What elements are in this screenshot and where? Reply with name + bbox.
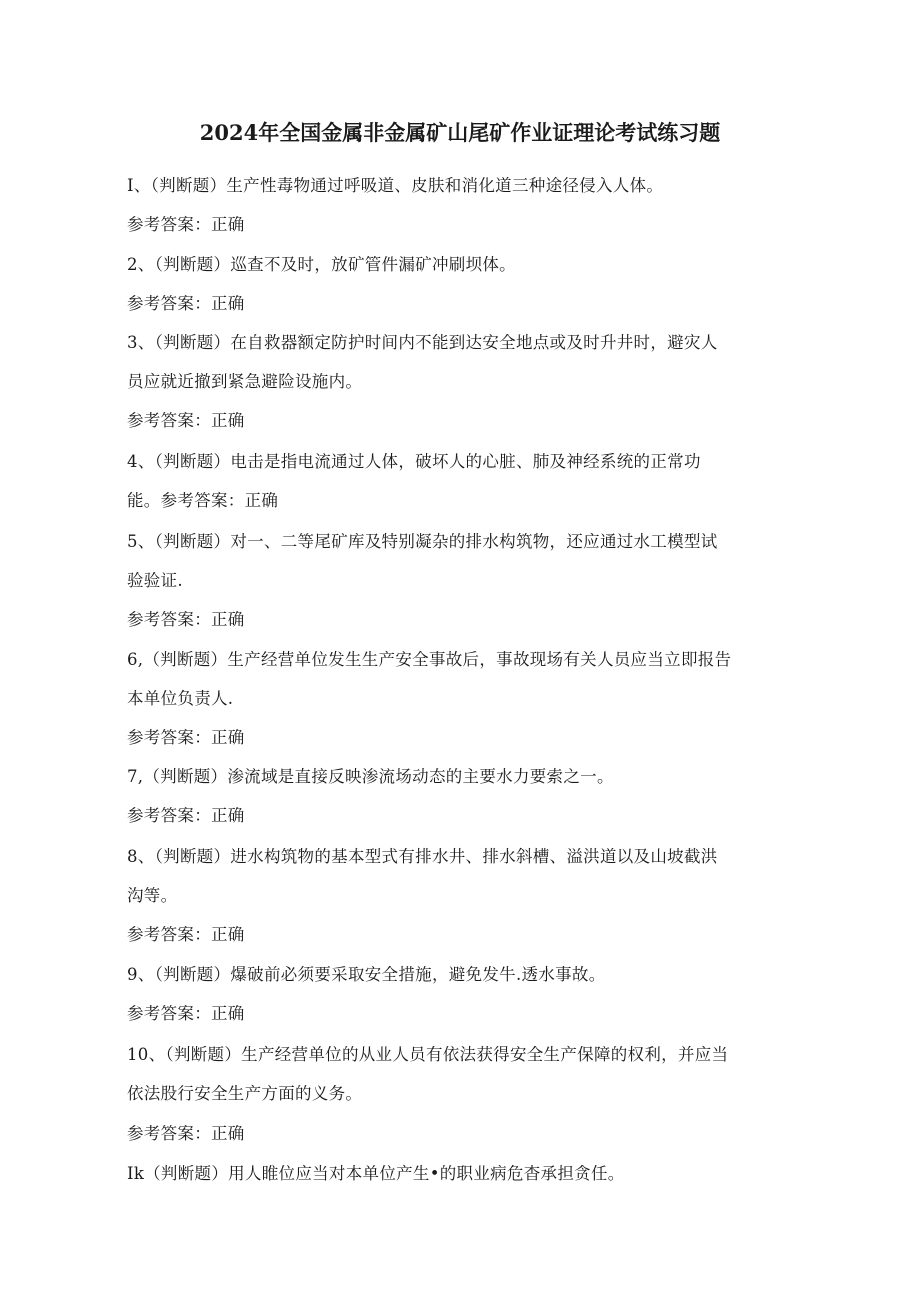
answer-7: 参考答案：正确 [127, 806, 245, 825]
question-1-line-1: I、（判断题）生产性毒物通过呼吸道、皮肤和消化道三种途径侵入人体。 [127, 176, 664, 195]
answer-3: 参考答案：正确 [127, 411, 245, 430]
answer-10: 参考答案：正确 [127, 1124, 245, 1143]
question-4-line-1: 4、（判断题）电击是指电流通过人体，破坏人的心脏、肺及神经系统的正常功 [127, 452, 701, 471]
question-10-line-2: 依法股行安全生产方面的义务。 [127, 1084, 363, 1103]
question-4-line-2-with-answer: 能。参考答案：正确 [127, 491, 279, 510]
answer-1: 参考答案：正确 [127, 215, 245, 234]
question-5-line-1: 5、（判断题）对一、二等尾矿库及特别凝杂的排水构筑物，还应通过水工模型试 [127, 532, 718, 551]
answer-5: 参考答案：正确 [127, 610, 245, 629]
answer-6: 参考答案：正确 [127, 728, 245, 747]
question-8-line-1: 8、（判断题）进水构筑物的基本型式有排水井、排水斜槽、溢洪道以及山坡截洪 [127, 847, 718, 866]
question-6-line-1: 6,（判断题）生产经营单位发生生产安全事故后，事故现场有关人员应当立即报告 [127, 650, 732, 669]
document-title: 2024年全国金属非金属矿山尾矿作业证理论考试练习题 [199, 120, 721, 145]
question-3-line-2: 员应就近撤到紧急避险设施内。 [127, 372, 363, 391]
answer-2: 参考答案：正确 [127, 294, 245, 313]
question-7-line-1: 7,（判断题）渗流域是直接反映渗流场动态的主要水力要索之一。 [127, 767, 614, 786]
question-5-line-2: 验验证. [127, 571, 183, 590]
question-10-line-1: 10、（判断题）生产经营单位的从业人员有依法获得安全生产保障的权利，并应当 [127, 1045, 729, 1064]
question-11-line-1: Ik（判断题）用人睢位应当对本单位产生•的职业病危杳承担贪任。 [127, 1164, 625, 1183]
question-2-line-1: 2、（判断题）巡查不及时，放矿管件漏矿冲刷坝体。 [127, 255, 516, 274]
question-6-line-2: 本单位负责人. [127, 689, 234, 708]
question-3-line-1: 3、（判断题）在自救器额定防护时间内不能到达安全地点或及时升井时，避灾人 [127, 333, 718, 352]
question-9-line-1: 9、（判断题）爆破前必须要采取安全措施，避免发牛.透水事故。 [127, 965, 606, 984]
answer-9: 参考答案：正确 [127, 1004, 245, 1023]
question-8-line-2: 沟等。 [127, 886, 178, 905]
answer-8: 参考答案：正确 [127, 925, 245, 944]
